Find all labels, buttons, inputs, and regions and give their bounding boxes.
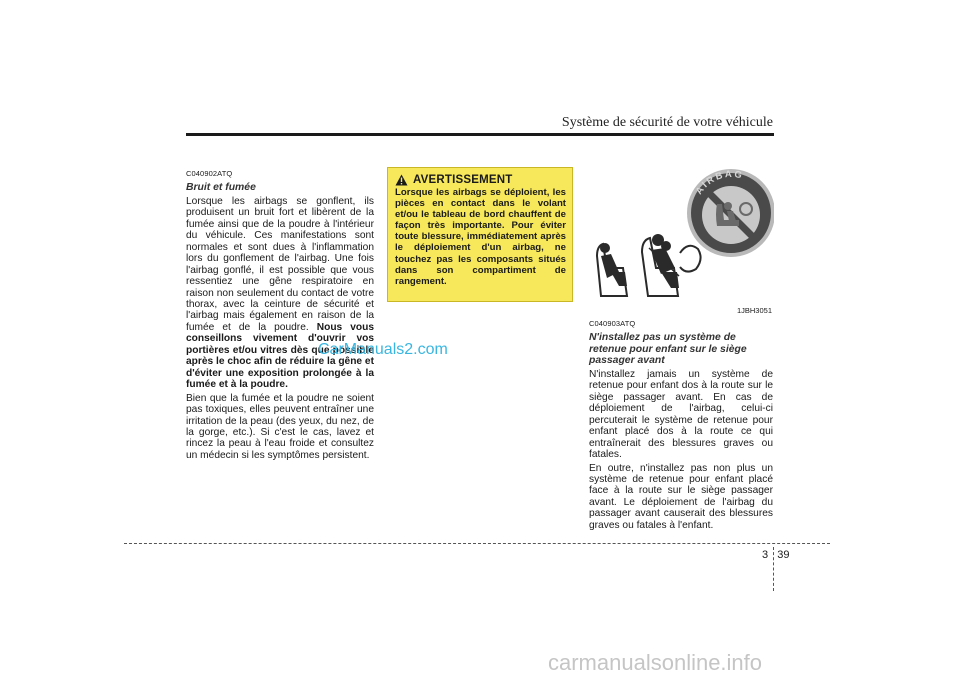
header-rule — [186, 133, 774, 136]
warning-text: Lorsque les airbags se déploient, les pièces en contact dans le volant et/ou le tableau de bord chauffent de façon très importante. Pour éviter toute blessure, immédiatement après le déploiement d'un airbag, ne touchez pas les composants situés dans son compartiment de rangement. — [395, 187, 566, 287]
paragraph-1: N'installez jamais un système de retenue pour enfant dos à la route sur le siège passager avant. En cas de déploiement de l'airbag, celui-ci percuterait le système de retenue pour enfant placé dos à la route ce qui entraînerait des blessures graves ou fatales. — [589, 368, 773, 461]
watermark-bottom: carmanualsonline.info — [548, 650, 763, 675]
airbag-child-seat-illustration — [589, 168, 774, 318]
subheading-child-seat: N'installez pas un système de retenue pour enfant sur le siège passager avant — [589, 332, 747, 367]
watermark-overlay: CarManuals2.com — [318, 341, 448, 358]
left-column — [186, 168, 374, 463]
warning-triangle-icon — [395, 174, 408, 186]
warning-title: AVERTISSEMENT — [413, 174, 513, 186]
section-code: C040902ATQ — [186, 169, 233, 178]
paragraph-2: Bien que la fumée et la poudre ne soient pas toxiques, elles peuvent entraîner une irritation de la peau (des yeux, du nez, de la gorge, etc.). Si c'est le cas, lavez et rincez la peau à l'eau froide et consultez un médecin si les symptômes persistent. — [186, 392, 374, 461]
airbag-sign-text: AIRBAG — [693, 168, 745, 197]
page-number — [762, 549, 790, 561]
section-number: 3 — [762, 549, 769, 561]
paragraph-2: En outre, n'installez pas non plus un système de retenue pour enfant placé face à la route sur le siège passager avant. Le déploiement de l'airbag du passager avant causerait des blessures graves ou fatales à l'enfant. — [589, 462, 773, 531]
image-id-label: 1JBH3051 — [736, 306, 772, 315]
right-column — [589, 318, 773, 533]
page-divider-tick — [773, 547, 774, 591]
footer-rule — [124, 543, 830, 544]
warning-box — [387, 167, 573, 302]
subheading-bruit-fumee: Bruit et fumée — [186, 182, 256, 194]
section-code: C040903ATQ — [589, 319, 636, 328]
airbag-arc-text — [589, 168, 774, 318]
paragraph-1 — [186, 196, 374, 391]
paragraph-1-text: Lorsque les airbags se gonflent, ils produisent un bruit fort et libèrent de la fumée ainsi que de la poudre à l'intérieur du véhicule. Ces manifestations sont normales et sont dues à l'inflammation lors du gonflement de l'airbag. Une fois l'airbag gonflé, il est possible que vous ressentiez une gêne respiratoire en raison non seulement du contact de votre thorax, avec la ceinture de sécurité et l'airbag mais également en raison de la fumée et de la poudre. — [186, 195, 374, 333]
page-index: 39 — [777, 549, 790, 561]
paragraph-1-bold: Nous vous conseillons vivement d'ouvrir vos portières et/ou vitres dès que possible après le choc afin de réduire la gêne et d'éviter une exposition prolongée à la fumée et à la poudre. — [186, 321, 374, 391]
svg-text:AIRBAG — [694, 169, 745, 197]
section-header-title: Système de sécurité de votre véhicule — [561, 115, 773, 130]
